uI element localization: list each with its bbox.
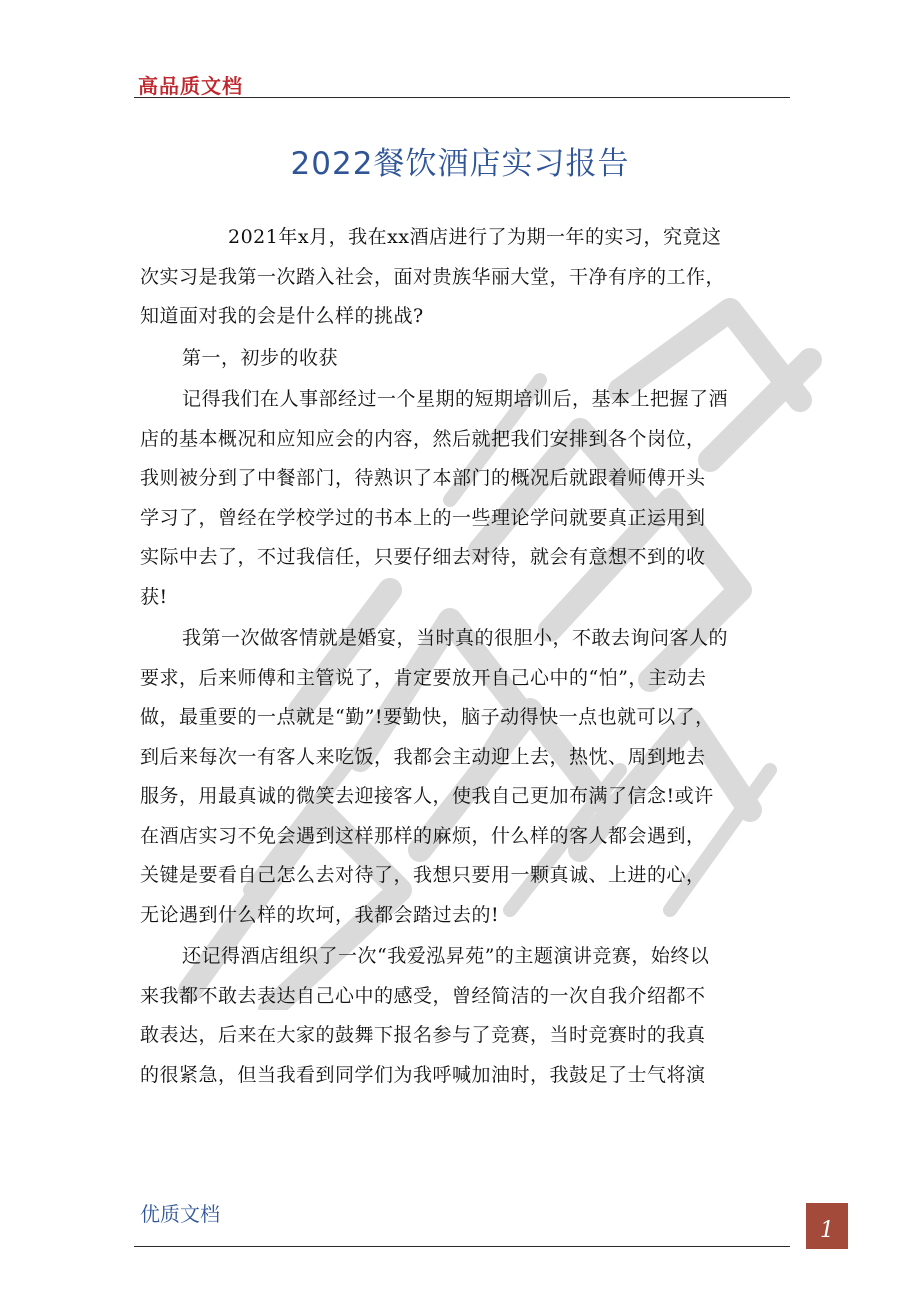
page-number-badge: 1 (806, 1203, 848, 1249)
text-line: 第一，初步的收获 (182, 346, 339, 369)
text-line: 服务，用最真诚的微笑去迎接客人，使我自己更加布满了信念!或许 (140, 785, 714, 807)
text-line: 做，最重要的一点就是“勤”!要勤快，脑子动得快一点也就可以了， (140, 706, 715, 728)
text-line: 获! (140, 585, 168, 608)
section-heading (140, 343, 795, 383)
header-label: 高品质文档 (138, 74, 243, 98)
text-line: 要求，后来师傅和主管说了，肯定要放开自己心中的“怕”，主动去 (140, 666, 707, 689)
text-line: 还记得酒店组织了一次“我爱泓昇苑”的主题演讲竞赛，始终以 (182, 945, 710, 967)
paragraph-intro (140, 222, 795, 341)
text-line: 学习了，曾经在学校学过的书本上的一些理论学问就要真正运用到 (140, 506, 706, 529)
footer-label: 优质文档 (140, 1202, 220, 1226)
document-title: 2022餐饮酒店实习报告 (290, 146, 630, 182)
text-line: 的很紧急，但当我看到同学们为我呼喊加油时，我鼓足了士气将演 (140, 1063, 706, 1086)
text-line: 知道面对我的会是什么样的挑战? (140, 305, 424, 327)
text-line: 我则被分到了中餐部门，待熟识了本部门的概况后就跟着师傅开头 (140, 467, 706, 489)
paragraph-training (140, 384, 795, 621)
text-line: 我第一次做客情就是婚宴，当时真的很胆小，不敢去询问客人的 (182, 627, 729, 649)
text-line: 记得我们在人事部经过一个星期的短期培训后，基本上把握了酒 (182, 388, 729, 410)
text-line: 在酒店实习不免会遇到这样那样的麻烦，什么样的客人都会遇到， (140, 824, 706, 847)
document-body (140, 222, 795, 1101)
text-line: 敢表达，后来在大家的鼓舞下报名参与了竞赛，当时竞赛时的我真 (140, 1024, 706, 1046)
text-line: 无论遇到什么样的坎坷，我都会踏过去的! (140, 903, 500, 926)
text-line: 到后来每次一有客人来吃饭，我都会主动迎上去，热忱、周到地去 (140, 745, 706, 768)
text-line: 来我都不敢去表达自己心中的感受，曾经简洁的一次自我介绍都不 (140, 984, 706, 1007)
header-rule (134, 97, 790, 98)
text-line: 次实习是我第一次踏入社会，面对贵族华丽大堂，干净有序的工作， (140, 265, 726, 288)
footer-rule (134, 1246, 790, 1247)
paragraph-speech (140, 941, 795, 1099)
text-line: 实际中去了，不过我信任，只要仔细去对待，就会有意想不到的收 (140, 546, 706, 568)
paragraph-wedding (140, 623, 795, 939)
text-line: 2021年x月，我在xx酒店进行了为期一年的实习，究竟这 (228, 226, 722, 248)
text-line: 店的基本概况和应知应会的内容，然后就把我们安排到各个岗位， (140, 427, 706, 450)
text-line: 关键是要看自己怎么去对待了，我想只要用一颗真诚、上进的心， (140, 864, 706, 886)
